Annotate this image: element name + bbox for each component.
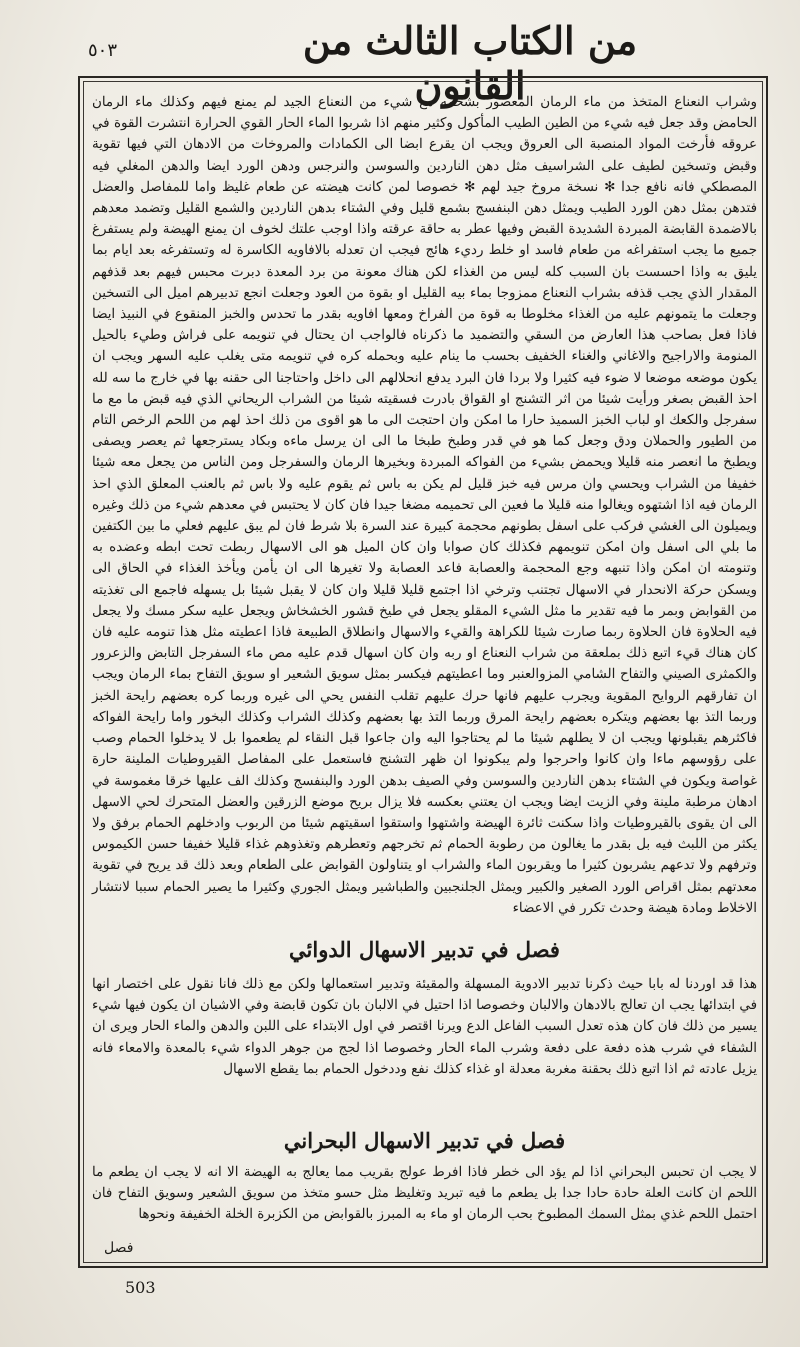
book-title: من الكتاب الثالث من القانون: [302, 18, 638, 108]
catchword: فصل: [104, 1240, 134, 1256]
section-text-medicinal-diarrhea: هذا قد اوردنا له بابا حيث ذكرنا تدبير الادوية المسهلة والمقيئة وتدبير استعمالها ولكن مع ذلك فانا نقول على اختصار انها في ابتدائها يجب ان تعالج بالادهان والالبان وخصوصا اذا احتيل في الالبان بان تكون قابضة وفي الاشيان ان يكون فيها شيء يسير من ذلك فان كان هذه تعدل السبب الفاعل الدع ويرنا اقتصر في اول الابتداء على اللبن والدهن والماء الحار ويرى ان الشفاء في شرب هذه دفعة على دفعة وشرب الماء الحار وخصوصا اذا لجج من جوهر الدواء شيء بالمعدة والامعاء فانه يزيل عادته ثم اذا اتبع ذلك بحقنة مغربة معدلة او غذاء كذلك نفع وددخول الحمام بما يقطع الاسهال: [92, 977, 757, 1077]
main-paragraph: وشراب النعناع المتخذ من ماء الرمان المعصور بشحمه مع شيء من النعناع الجيد لم يمنع فيهم وكذلك ماء الرمان الحامض وقد جعل فيه شيء من الطين الطيب المأكول وكثير منهم اذا شربوا الماء الحار القوي الحرارة انتشرت القوة في عروقه فأرخت المواد المنصبة الى العروق ويجب ان يقرع ابضا الى الكمادات والمروخات من الادهان التي فيها تقوية وقبض وتسخين لطيف على الشراسيف مثل دهن الناردين والسوسن والنرجس ودهن الورد ايضا والدهن المغلي فيه المصطكي فانه نافع جدا ✻ نسخة مروخ جيد لهم ✻ خصوصا لمن كانت هيضته عن طعام غليظ واما للمفاصل والعضل فتدهن بمثل دهن الورد الطيب ويمثل دهن البنفسج بشمع قليل وفي الشتاء بدهن الناردين والشمع القليل وتضمد معدهم بالاضمدة القابضة المبردة الشديدة القبض وفيها عطر به حاقة عرقته واذا اوجب علتك لخوف ان يمنع الهيضة ولم يستفرغ جميع ما يجب استفراغه من طعام فاسد او خلط رديء هائج فيجب ان تعدله بالافاويه الكاسرة له وتستفرغه بعد ايام بما يليق به واذا احسست بان السبب كله ليس من الغذاء لكن هناك معونة من برد المعدة دبرت محبس فيهم بعد قذفهم المقدار الذي يجب قذفه بشراب النعناع ممزوجا بماء بيه القليل او بقوة من العود وجعلت انجع تدبيرهم اميل الى التسخين وجعلت ما يتمونهم عليه من الغذاء مخلوطا به قوة من الفراخ ومعها افاويه بقدر ما تحدس والخبز المنقوع في النبيذ ايضا فاذا فعل بصاحب هذا العارض من السقي والتضميد ما ذكرناه فالواجب ان يحتال في تنويمه على فراش وطيء بالحيل المنومة والاراجيح والاغاني والغناء الخفيف بحسب ما ينام عليه وبحمله كره في تنويمه متى يغلب عليه السهر ويجب ان يكون موضعه موضعا لا ضوء فيه كثيرا ولا بردا فان البرد يدفع انحلالهم الى داخل واحتاجنا الى حقنه بها في خارج ما سه لله احذ القبض بصغر ورأيت شيئا من اثر التشنج او القواق بادرت فسقيته شيئا من الشراب الريحاني الذي فيه قبض ما مع ما سفرجل والكعك او لباب الخبز السميذ حارا ما امكن وان احتجت الى ما هو اقوى من ذلك احذ لهم من اللحم الرخص التام من الطيور والحملان ودق وجعل كما هو في قدر وطبخ طبخا ما الى ان يرسل ماءه وبكاد يسترجعها ثم يعصر ويصفى ويطبخ ما انعصر منه قليلا ويحمض بشيء من الفواكه المبردة وبخيرها الرمان والسفرجل ومن الناس من يجعل معه شيئا خفيفا من الشراب ويحسي وان مرس فيه خبز قليل لم يكن به باس ثم يقوم عليه ولا باس ثم بالعنب المعلق الذي احذ الرمان فيه اذا اشتهوه ويغالوا منه قليلا ما فعين الى تحميمه مضغا جيدا فان كان لا يحتبس في معدهم شيء من ذلك وغيره ويميلون الى الغشي فركب على اسفل بطونهم محجمة كبيرة عند السرة بلا شرط فان لم يبق عليهم فعلي ما بين الكتفين ما بلي الى اسفل وان امكن تنويمهم فكذلك كان صوابا وان كان الميل هو الى الاسهال ربطت تحت ابطه وعضده به وتنومته ان امكن واذا تنبهه وجع المحجمة والعصابة فاعد العصابة ولا تغيرها الى ان يأمن ويأخذ الغذاء في الحاق الى ويسكن حركة الانحدار في الاسهال تجتنب وترخي اذا اجتمع قليلا قليلا وان كان لا يقبل شيئا بل يسهله فاجمع الى تغذيته من القوابض وبمر ما فيه تقدير ما مثل الشيء المقلو يجعل في طيخ قشور الخشخاش ويجعل عليه سكر مسك ولا يجعل فيه الحلاوة فان الحلاوة ربما صارت شيئا للكراهة والقيء والاسهال وانطلاق الطبيعة فاذا اعطيته مثل هذا تنومه عليه فان كان هناك قيء اتبع ذلك بملعقة من شراب النعناع او ربه وان كان اسهال قدم عليه مص ماء السفرجل التابض والزعرور والكمثرى الصيني والتفاح الشامي المزوالعنبر وما اعطيتهم فيكسر بمثل سويق الشعير او سويق التفاح بماء الرمان ويجب ان تفارقهم الروايح المقوية ويجرب عليهم فانها حرك عليهم تقلب النفس يحي الى غيره وربما كره بعضهم رايحة الخبز وربما التذ بها بعضهم ويتكره بعضهم رايحة المرق وربما التذ بها بعضهم وكذلك الشراب وكذلك البخور واما رايحة الفواكه فاكثرهم يقبلونها ويجب ان لا يطلهم شيئا ما لم يحتاجوا اليه وان جاعوا قبل النقاء لم يطعموا بل لا يدخلوا الحمام وصب على رؤوسهم ماءا وان كانوا واحرجوا ولم يبكونوا ان ظهر التشنج فاستعمل على المفاصل القيروطيات الملينة حارة غواصة ويكون في الشتاء بدهن الناردين والسوسن وفي الصيف بدهن الورد والبنفسج وكذلك الف عليها خرقا مغموسة في ادهان مرطبة ملينة وفي الزيت ايضا ويجب ان يعتني بعكسه فلا يزال بريح موضع الزرقين والعضل المتحرك لحي الاسهل الى ان يقوى بالقيروطيات واذا سكنت ثائرة الهيضة واشتهوا واستقوا اسقيتهم شيئا من الربوب وادخلهم الحمام برفق ولا يكثر من اللبث فيه بل بقدر ما يغالون من رطوبة الحمام ثم تخرجهم وتعطرهم وتغذوهم غذاء قليلا خفيفا حسن الكيموس وترفهم ولا تدعهم يشربون كثيرا ما ويقربون الماء والشراب او يتناولون القوابض على الطعام وبعد ذلك قد يريح في تقوية معدتهم بمثل اقراص الورد الصغير والكبير ويمثل الجلنجبين والطباشير ويمثل الجوري وكثيرا ما يصير الحمام سببا لانتشار الاخلاط ومادة هيضة وحدث تكرر في الاعضاء: [92, 95, 757, 916]
section-text-critical-diarrhea: لا يجب ان تحبس البحراني اذا لم يؤد الى خطر فاذا افرط عولج بقريب مما يعالج به الهيضة الا انه لا يجب ان يطعم ما اللحم ان كانت العلة حادة حادا جدا بل يطعم ما فيه تبريد وتغليظ مثل حسو متخذ من سويق الشعير وسويق التفاح فان احتمل اللحم غذي بمثل السمك المطبوخ بحب الرمان او ماء به المبرز بالقوابض من الكزبرة الخلة الخفيفة ونحوها: [92, 1165, 757, 1223]
section-heading-critical-diarrhea: فصل في تدبير الاسهال البحراني: [283, 1128, 566, 1153]
main-text-block: [92, 92, 757, 919]
header-page-number: ٥٠٣: [88, 40, 118, 61]
page-header: [60, 12, 760, 108]
footer-page-number: 503: [125, 1278, 156, 1297]
section-heading-medicinal-diarrhea: فصل في تدبير الاسهال الدوائي: [289, 937, 560, 962]
